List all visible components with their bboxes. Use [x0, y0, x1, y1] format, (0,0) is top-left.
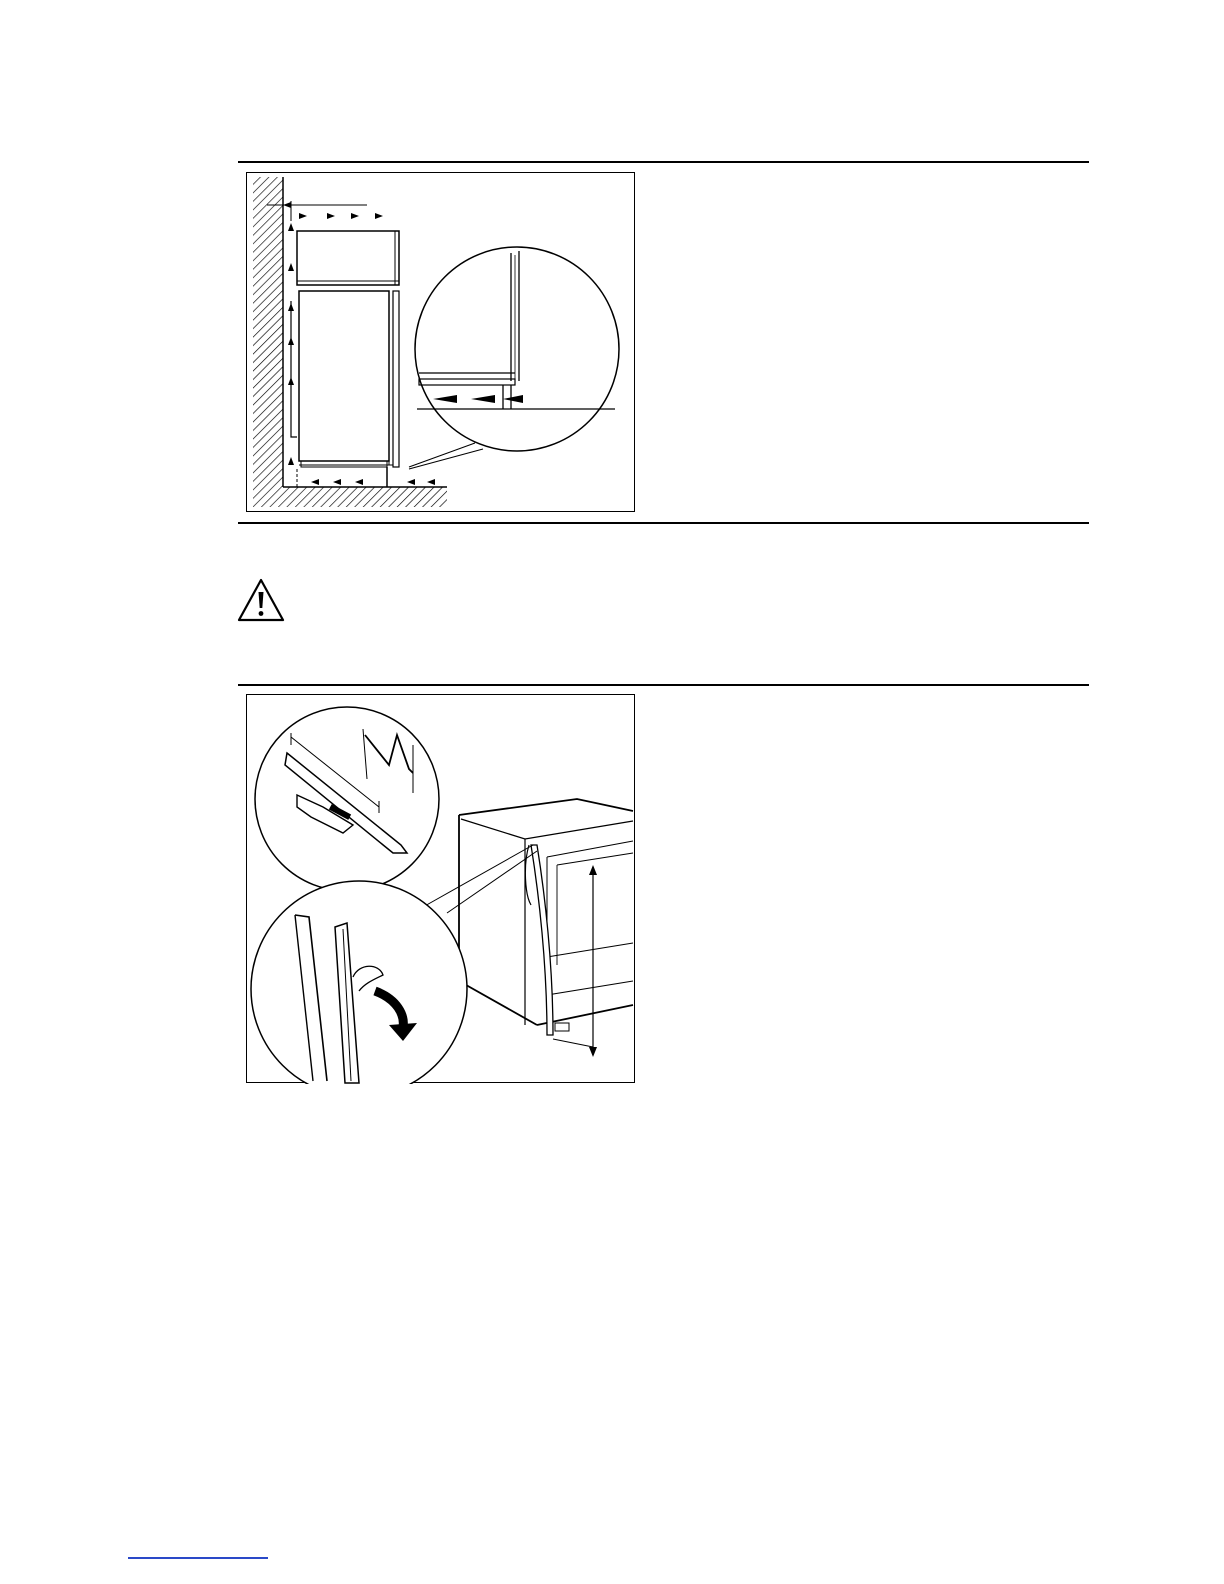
ventilation-figure — [246, 172, 635, 512]
middle-rule — [238, 522, 1089, 524]
warning-triangle-icon — [236, 577, 286, 623]
gasket-figure — [246, 694, 635, 1083]
gasket-diagram — [247, 695, 636, 1084]
footer-link-underline[interactable] — [128, 1557, 268, 1559]
ventilation-diagram — [247, 173, 636, 513]
lower-rule — [238, 684, 1089, 686]
top-rule — [238, 161, 1089, 163]
